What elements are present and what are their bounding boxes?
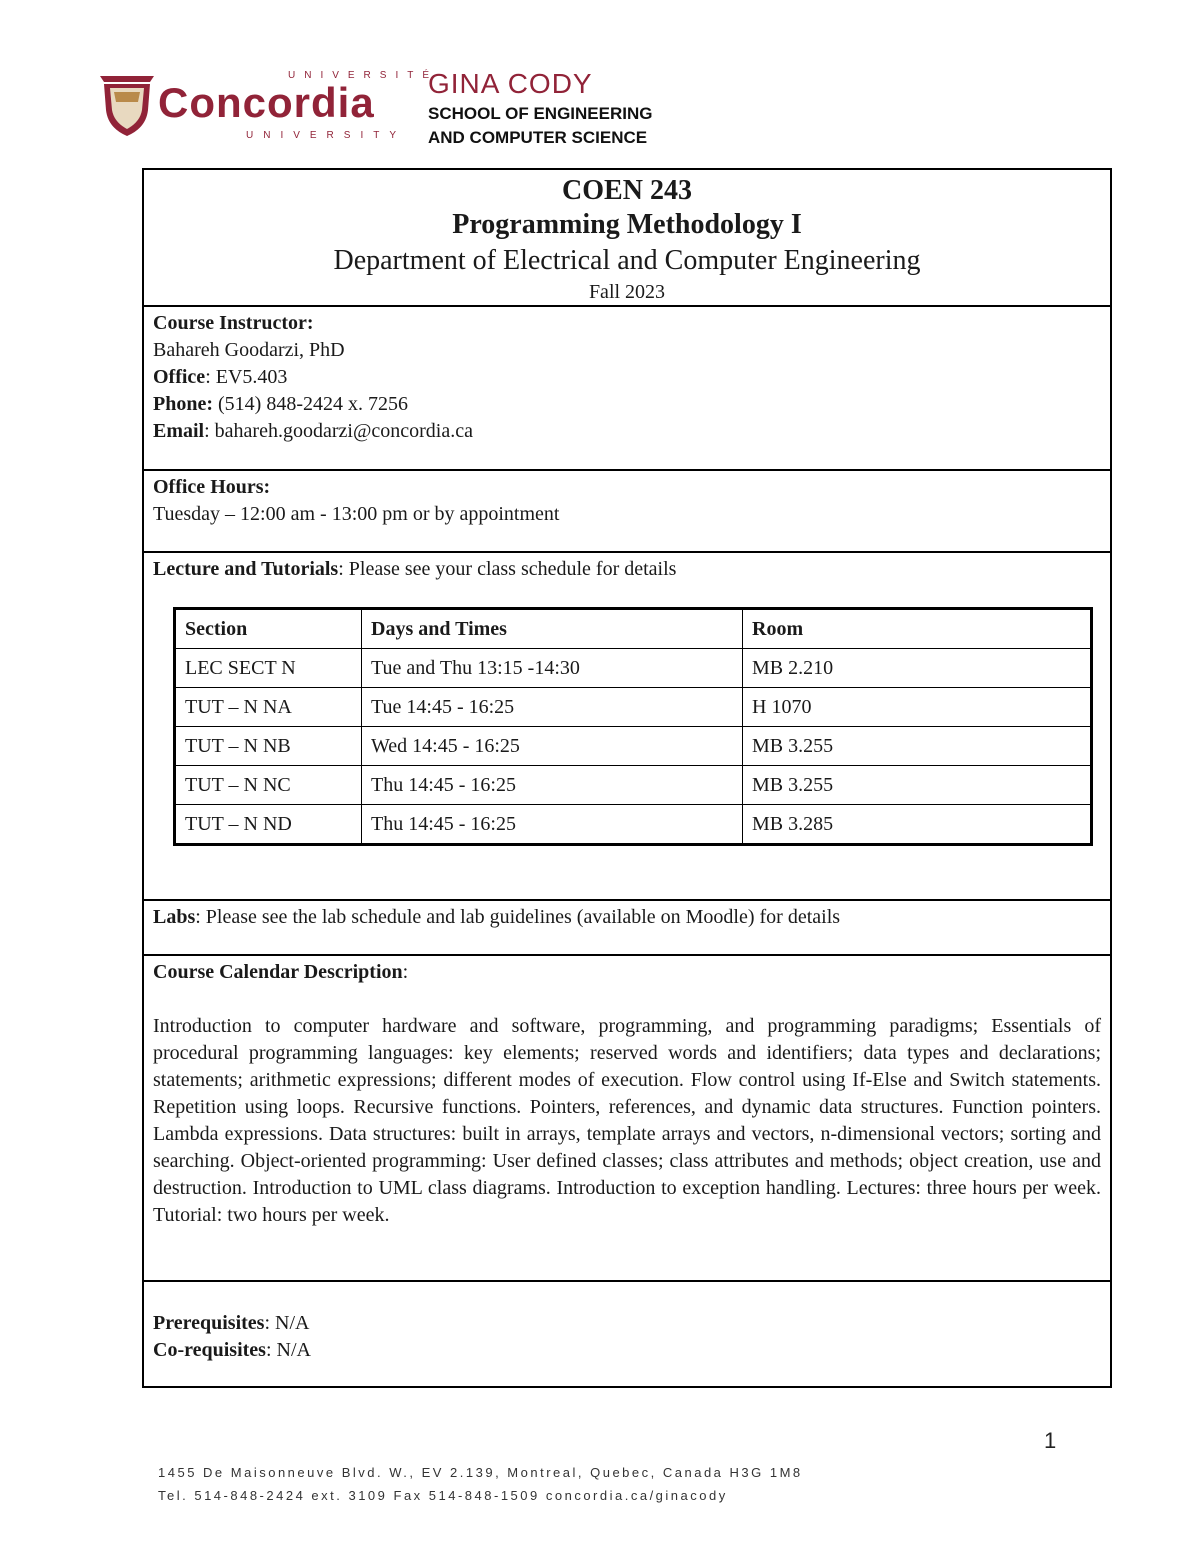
description-label: Course Calendar Description — [153, 961, 403, 983]
labs-text: : Please see the lab schedule and lab guidelines (available on Moodle) for details — [195, 906, 841, 928]
description-colon: : — [402, 961, 409, 983]
table-cell: LEC SECT N — [175, 649, 362, 688]
coreq-value: : N/A — [265, 1339, 311, 1361]
term: Fall 2023 — [588, 281, 666, 303]
footer-address: 1455 De Maisonneuve Blvd. W., EV 2.139, Montreal, Quebec, Canada H3G 1M8 — [158, 1465, 803, 1480]
table-header: Days and Times — [362, 609, 743, 649]
phone-label: Phone: — [153, 393, 213, 415]
table-cell: MB 2.210 — [743, 649, 1092, 688]
office-hours-section — [144, 471, 1110, 553]
table-header: Room — [743, 609, 1092, 649]
phone-value: (514) 848-2424 x. 7256 — [213, 393, 408, 415]
coreq-line — [153, 1337, 1101, 1364]
office-hours-heading: Office Hours: — [153, 476, 271, 498]
table-row — [175, 688, 1092, 727]
requisites-section — [144, 1282, 1110, 1388]
table-cell: Thu 14:45 - 16:25 — [362, 805, 743, 845]
prereq-line — [153, 1310, 1101, 1337]
office-label: Office — [153, 366, 206, 388]
concordia-shield-icon — [98, 72, 156, 138]
table-cell: MB 3.255 — [743, 766, 1092, 805]
table-row — [175, 727, 1092, 766]
course-outline-box — [142, 168, 1112, 1388]
schedule-table — [173, 607, 1093, 846]
office-hours-value: Tuesday – 12:00 am - 13:00 pm or by appointment — [153, 503, 560, 525]
table-cell: Tue 14:45 - 16:25 — [362, 688, 743, 727]
page-number: 1 — [1044, 1428, 1057, 1453]
labs-section — [144, 901, 1110, 956]
lectures-label: Lecture and Tutorials — [153, 558, 339, 580]
table-header-row — [175, 609, 1092, 649]
footer-contact: Tel. 514-848-2424 ext. 3109 Fax 514-848-1509 concordia.ca/ginacody — [158, 1488, 728, 1503]
instructor-heading: Course Instructor: — [153, 312, 314, 334]
table-row — [175, 766, 1092, 805]
instructor-name: Bahareh Goodarzi, PhD — [153, 339, 345, 361]
lectures-section — [144, 553, 1110, 901]
title-block — [144, 170, 1110, 307]
labs-label: Labs — [153, 906, 196, 928]
instructor-section — [144, 307, 1110, 471]
table-cell: Tue and Thu 13:15 -14:30 — [362, 649, 743, 688]
table-cell: TUT – N ND — [175, 805, 362, 845]
description-section — [144, 956, 1110, 1282]
lectures-text: : Please see your class schedule for details — [338, 558, 677, 580]
university-wordmark: Concordia — [158, 79, 375, 126]
prereq-label: Prerequisites — [153, 1312, 265, 1334]
labs-line — [153, 904, 1101, 931]
office-value: : EV5.403 — [205, 366, 288, 388]
table-cell: TUT – N NB — [175, 727, 362, 766]
email-line — [153, 418, 1101, 445]
school-line-2: AND COMPUTER SCIENCE — [428, 128, 648, 147]
table-row — [175, 805, 1092, 845]
table-header: Section — [175, 609, 362, 649]
school-line-1: SCHOOL OF ENGINEERING — [428, 104, 653, 123]
header-logos — [98, 68, 698, 148]
office-line — [153, 364, 1101, 391]
description-heading-line — [153, 959, 1101, 986]
lectures-line — [153, 556, 1101, 583]
table-cell: MB 3.255 — [743, 727, 1092, 766]
table-cell: TUT – N NA — [175, 688, 362, 727]
prereq-value: : N/A — [264, 1312, 310, 1334]
course-name: Programming Methodology I — [452, 209, 802, 240]
table-cell: Wed 14:45 - 16:25 — [362, 727, 743, 766]
email-value: : bahareh.goodarzi@concordia.ca — [204, 420, 473, 442]
table-row — [175, 649, 1092, 688]
table-cell: Thu 14:45 - 16:25 — [362, 766, 743, 805]
school-name: GINA CODY — [428, 68, 593, 99]
description-text: Introduction to computer hardware and software, programming, and programming paradigms; Essentials of procedural programming languages: key elements; reserved words and identifiers; data types and declarations; statements; arithmetic expressions; different modes of execution. Flow control using If-Else and Switch statements. Repetition using loops. Recursive functions. Pointers, references, and dynamic data structures. Function pointers. Lambda expressions. Data structures: built in arrays, template arrays and vectors, n-dimensional vectors; sorting and searching. Object-oriented programming: User defined classes; class attributes and methods; object creation, use and destruction. Introduction to UML class diagrams. Introduction to exception handling. Lectures: three hours per week. Tutorial: two hours per week. — [153, 1015, 1101, 1226]
course-code: COEN 243 — [562, 175, 692, 206]
table-cell: H 1070 — [743, 688, 1092, 727]
table-cell: MB 3.285 — [743, 805, 1092, 845]
phone-line — [153, 391, 1101, 418]
table-cell: TUT – N NC — [175, 766, 362, 805]
email-label: Email — [153, 420, 205, 442]
department: Department of Electrical and Computer Engineering — [333, 245, 921, 276]
school-subtitle — [428, 102, 653, 150]
university-en-label: UNIVERSITY — [246, 130, 407, 141]
coreq-label: Co-requisites — [153, 1339, 266, 1361]
university-fr-label: UNIVERSITÉ — [288, 70, 439, 81]
